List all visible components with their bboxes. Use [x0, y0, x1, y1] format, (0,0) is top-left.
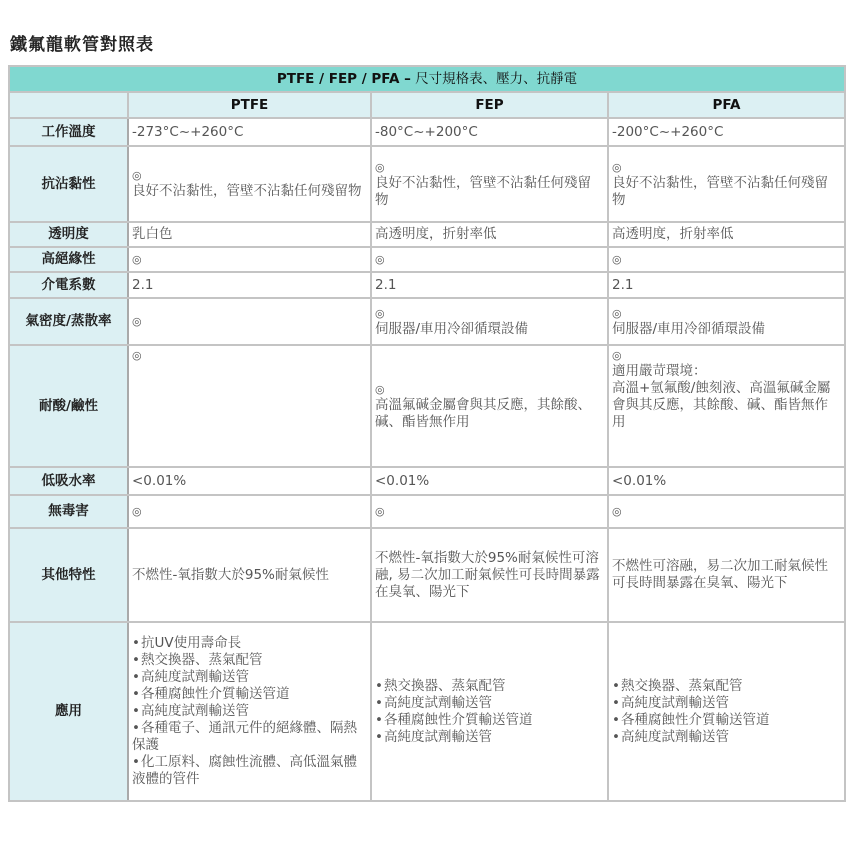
application-list — [375, 678, 604, 746]
cell-ptfe — [128, 345, 371, 467]
double-circle-mark-icon: ◎ — [132, 315, 142, 328]
cell-text: 伺服器/車用冷卻循環設備 — [375, 320, 529, 337]
cell-ptfe: 乳白色 — [128, 222, 371, 247]
comparison-table — [8, 65, 846, 802]
double-circle-mark-icon: ◎ — [612, 160, 622, 174]
table-row — [9, 272, 845, 298]
list-item: • 各種腐蝕性介質輸送管道 — [132, 686, 367, 703]
double-circle-mark-icon: ◎ — [132, 505, 142, 518]
cell-fep — [371, 495, 608, 528]
cell-text: 良好不沾黏性，管壁不沾黏任何殘留物 — [375, 174, 591, 208]
row-label: 耐酸/鹼性 — [9, 345, 128, 467]
cell-ptfe: 2.1 — [128, 272, 371, 298]
cell-ptfe: <0.01% — [128, 467, 371, 495]
table-row — [9, 298, 845, 345]
application-list — [132, 635, 367, 788]
row-label: 應用 — [9, 622, 128, 801]
row-label: 抗沾黏性 — [9, 146, 128, 222]
cell-pfa — [608, 247, 845, 272]
cell-fep: -80°C~+200°C — [371, 118, 608, 146]
row-label: 高絕緣性 — [9, 247, 128, 272]
cell-pfa: -200°C~+260°C — [608, 118, 845, 146]
double-circle-mark-icon: ◎ — [132, 349, 142, 362]
list-item: • 高純度試劑輸送管 — [375, 695, 604, 712]
double-circle-mark-icon: ◎ — [612, 253, 622, 266]
cell-text: 良好不沾黏性，管壁不沾黏任何殘留物 — [612, 174, 828, 208]
header-ptfe: PTFE — [128, 92, 371, 118]
list-item: • 高純度試劑輸送管 — [132, 669, 367, 686]
table-row — [9, 118, 845, 146]
cell-fep — [371, 247, 608, 272]
cell-fep — [371, 146, 608, 222]
cell-pfa — [608, 622, 845, 801]
list-item: • 高純度試劑輸送管 — [132, 703, 367, 720]
table-row — [9, 622, 845, 801]
list-item: • 高純度試劑輸送管 — [612, 729, 841, 746]
list-item: • 高純度試劑輸送管 — [375, 729, 604, 746]
cell-pfa — [608, 146, 845, 222]
cell-ptfe: 不燃性-氧指數大於95%耐氣候性 — [128, 528, 371, 622]
list-item: • 熱交換器、蒸氣配管 — [132, 652, 367, 669]
row-label: 透明度 — [9, 222, 128, 247]
double-circle-mark-icon: ◎ — [375, 253, 385, 266]
cell-ptfe — [128, 146, 371, 222]
cell-text: 高溫+氫氟酸/蝕刻液、高溫氟碱金屬會與其反應，其餘酸、碱、酯皆無作用 — [612, 380, 831, 430]
list-item: • 熱交換器、蒸氣配管 — [375, 678, 604, 695]
double-circle-mark-icon: ◎ — [132, 169, 142, 182]
list-item: • 各種腐蝕性介質輸送管道 — [612, 712, 841, 729]
cell-text: 伺服器/車用冷卻循環設備 — [612, 320, 766, 337]
row-label: 其他特性 — [9, 528, 128, 622]
cell-pfa — [608, 495, 845, 528]
list-item: • 各種電子、通訊元件的絕緣體、隔熱保護 — [132, 720, 367, 754]
table-row — [9, 146, 845, 222]
header-fep: FEP — [371, 92, 608, 118]
cell-fep: 高透明度，折射率低 — [371, 222, 608, 247]
double-circle-mark-icon: ◎ — [132, 253, 142, 266]
banner-latin: PTFE / FEP / PFA – — [276, 70, 411, 87]
cell-pfa: <0.01% — [608, 467, 845, 495]
cell-fep — [371, 622, 608, 801]
banner-row — [9, 66, 845, 92]
table-row — [9, 345, 845, 467]
cell-ptfe — [128, 247, 371, 272]
table-banner — [9, 66, 845, 92]
header-corner — [9, 92, 128, 118]
table-row — [9, 467, 845, 495]
row-label: 介電系數 — [9, 272, 128, 298]
application-list — [612, 678, 841, 746]
row-label: 工作溫度 — [9, 118, 128, 146]
banner-zh: 尺寸規格表、壓力、抗靜電 — [410, 70, 578, 87]
cell-fep: <0.01% — [371, 467, 608, 495]
cell-pfa: 2.1 — [608, 272, 845, 298]
row-label: 氣密度/蒸散率 — [9, 298, 128, 345]
cell-fep: 不燃性-氧指數大於95%耐氣候性可溶融, 易二次加工耐氣候性可長時間暴露在臭氧、陽光下 — [371, 528, 608, 622]
cell-text-heading: 適用嚴苛環境： — [612, 363, 707, 379]
list-item: • 抗UV使用壽命長 — [132, 635, 367, 652]
cell-ptfe — [128, 298, 371, 345]
double-circle-mark-icon: ◎ — [612, 505, 622, 518]
cell-text: 高溫氟碱金屬會與其反應，其餘酸、碱、酯皆無作用 — [375, 396, 591, 430]
cell-fep — [371, 345, 608, 467]
cell-ptfe: -273°C~+260°C — [128, 118, 371, 146]
column-header-row — [9, 92, 845, 118]
table-row — [9, 247, 845, 272]
row-label: 低吸水率 — [9, 467, 128, 495]
cell-fep: 2.1 — [371, 272, 608, 298]
list-item: • 高純度試劑輸送管 — [612, 695, 841, 712]
cell-ptfe — [128, 495, 371, 528]
table-row — [9, 495, 845, 528]
cell-pfa: 不燃性可溶融，易二次加工耐氣候性可長時間暴露在臭氧、陽光下 — [608, 528, 845, 622]
double-circle-mark-icon: ◎ — [612, 349, 622, 362]
list-item: • 熱交換器、蒸氣配管 — [612, 678, 841, 695]
double-circle-mark-icon: ◎ — [375, 160, 385, 174]
cell-ptfe — [128, 622, 371, 801]
cell-pfa: 高透明度，折射率低 — [608, 222, 845, 247]
table-row — [9, 528, 845, 622]
double-circle-mark-icon: ◎ — [612, 306, 622, 320]
page-title: 鐵氟龍軟管對照表 — [10, 35, 154, 55]
cell-pfa — [608, 345, 845, 467]
double-circle-mark-icon: ◎ — [375, 382, 385, 396]
double-circle-mark-icon: ◎ — [375, 505, 385, 518]
double-circle-mark-icon: ◎ — [375, 306, 385, 320]
cell-fep — [371, 298, 608, 345]
cell-pfa — [608, 298, 845, 345]
table-row — [9, 222, 845, 247]
row-label: 無毒害 — [9, 495, 128, 528]
list-item: • 各種腐蝕性介質輸送管道 — [375, 712, 604, 729]
cell-text: 良好不沾黏性，管壁不沾黏任何殘留物 — [132, 183, 362, 199]
list-item: • 化工原料、腐蝕性流體、高低溫氣體液體的管件 — [132, 754, 367, 788]
header-pfa: PFA — [608, 92, 845, 118]
